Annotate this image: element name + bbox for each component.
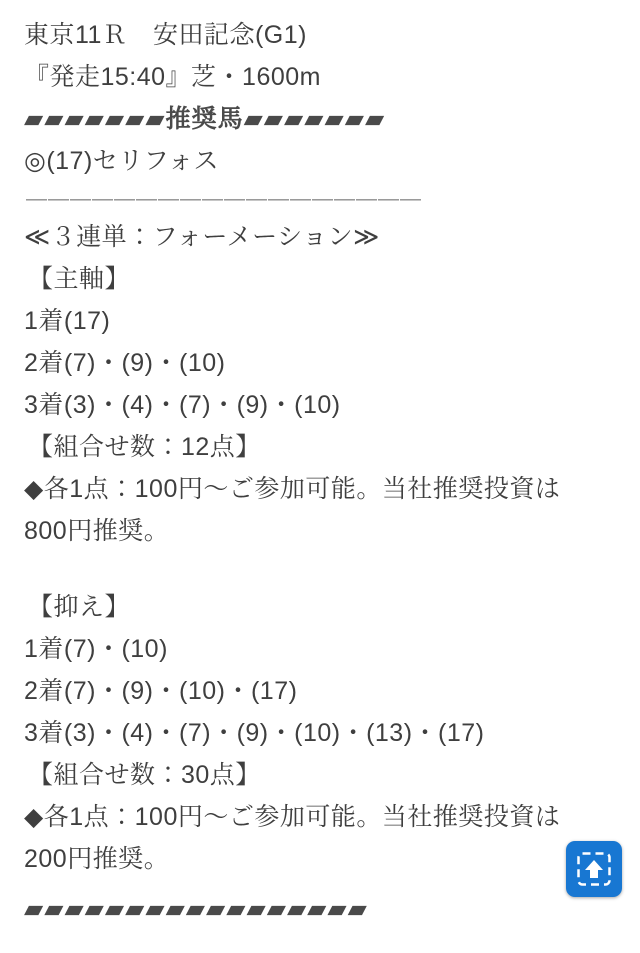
main-block-note-line2: 800円推奨。 <box>24 517 170 545</box>
main-block-combinations: 【組合せ数：12点】 <box>28 433 261 461</box>
sub-block-first: 1着(7)・(10) <box>24 635 168 663</box>
race-title: 東京11Ｒ 安田記念(G1) <box>24 21 307 49</box>
main-block-first: 1着(17) <box>24 307 111 335</box>
recommended-horse: ◎(17)セリフォス <box>24 147 220 175</box>
footer-band: ▰▰▰▰▰▰▰▰▰▰▰▰▰▰▰▰▰ <box>24 895 368 923</box>
arrow-up-icon <box>577 852 611 886</box>
sub-block-note-line1: ◆各1点：100円〜ご参加可能。当社推奨投資は <box>24 803 561 831</box>
page-top-button[interactable] <box>566 841 622 897</box>
recommend-band: ▰▰▰▰▰▰▰推奨馬▰▰▰▰▰▰▰ <box>24 105 386 133</box>
sub-block-combinations: 【組合せ数：30点】 <box>28 761 261 789</box>
sub-block-note-line2: 200円推奨。 <box>24 845 170 873</box>
footer-spacer <box>24 880 622 888</box>
main-block-note-line1: ◆各1点：100円〜ご参加可能。当社推奨投資は <box>24 475 561 503</box>
main-block-heading: 【主軸】 <box>28 265 131 293</box>
main-block-second: 2着(7)・(9)・(10) <box>24 349 226 377</box>
block-spacer <box>24 552 622 586</box>
sub-block-second: 2着(7)・(9)・(10)・(17) <box>24 677 298 705</box>
main-block-third: 3着(3)・(4)・(7)・(9)・(10) <box>24 391 341 419</box>
sub-block-third: 3着(3)・(4)・(7)・(9)・(10)・(13)・(17) <box>24 719 485 747</box>
sub-block-heading: 【抑え】 <box>28 593 131 621</box>
race-info: 『発走15:40』芝・1600m <box>24 63 322 91</box>
divider-rule: ―――――――――――――――――― <box>26 187 422 210</box>
bet-type-heading: ≪３連単：フォーメーション≫ <box>24 223 380 251</box>
